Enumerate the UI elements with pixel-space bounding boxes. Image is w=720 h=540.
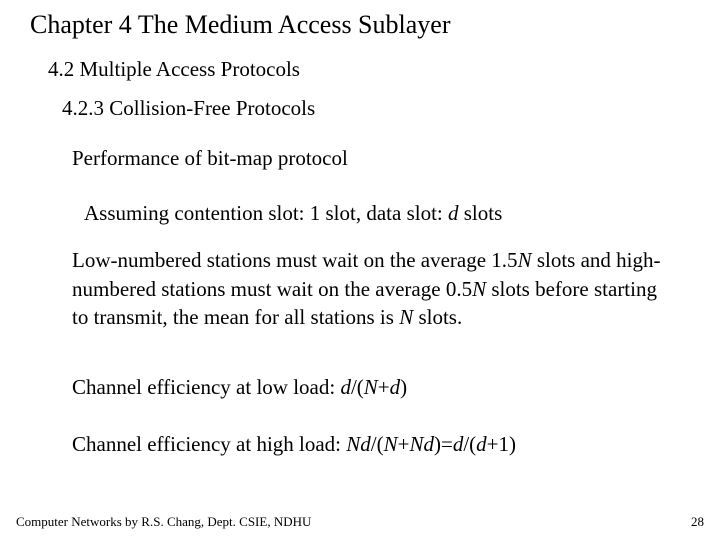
assumption-prefix: Assuming contention slot: 1 slot, data slot:	[84, 201, 448, 225]
efficiency-low-label: Channel efficiency at low load:	[72, 375, 341, 399]
formula-symbol: /(	[370, 432, 384, 456]
formula-term: Nd	[409, 432, 434, 456]
formula-symbol: /(	[463, 432, 477, 456]
waiting-text-3: slots before starting to transmit, the mean for all stations is	[72, 276, 657, 329]
chapter-title: Chapter 4 The Medium Access Sublayer	[30, 10, 451, 39]
formula-term: N	[383, 432, 398, 456]
waiting-text-1: Low-numbered stations must wait on the average 1.5	[72, 248, 518, 272]
waiting-text-4: slots.	[413, 305, 463, 329]
formula-term: d	[340, 375, 351, 399]
formula-term: d	[389, 375, 401, 399]
waiting-text-2: slots and high-numbered stations must wait on the average 0.5	[72, 248, 661, 301]
assumption-line	[84, 201, 502, 226]
formula-symbol: )	[400, 375, 408, 399]
formula-term: N	[363, 375, 378, 399]
variable-n: N	[517, 248, 532, 272]
formula-term: d	[452, 432, 464, 456]
subsection-title: 4.2.3 Collision-Free Protocols	[62, 96, 316, 120]
efficiency-high-load	[72, 432, 516, 457]
section-title: 4.2 Multiple Access Protocols	[48, 57, 300, 81]
formula-term: d	[476, 432, 487, 456]
footer-text: Computer Networks by R.S. Chang, Dept. CSIE, NDHU	[16, 514, 312, 529]
formula-symbol: )=	[434, 432, 453, 456]
variable-n: N	[399, 305, 414, 329]
waiting-time-paragraph	[72, 246, 672, 332]
topic-heading: Performance of bit-map protocol	[72, 146, 348, 170]
variable-n: N	[472, 276, 487, 301]
assumption-suffix: slots	[458, 201, 503, 225]
efficiency-high-label: Channel efficiency at high load:	[72, 432, 347, 456]
formula-term: Nd	[346, 432, 371, 456]
page-number: 28	[691, 514, 704, 529]
formula-symbol: /(	[350, 375, 364, 399]
efficiency-low-load	[72, 375, 407, 400]
formula-symbol: +	[377, 375, 390, 399]
formula-symbol: +1)	[486, 432, 517, 456]
formula-symbol: +	[397, 432, 410, 456]
variable-d: d	[448, 201, 459, 225]
